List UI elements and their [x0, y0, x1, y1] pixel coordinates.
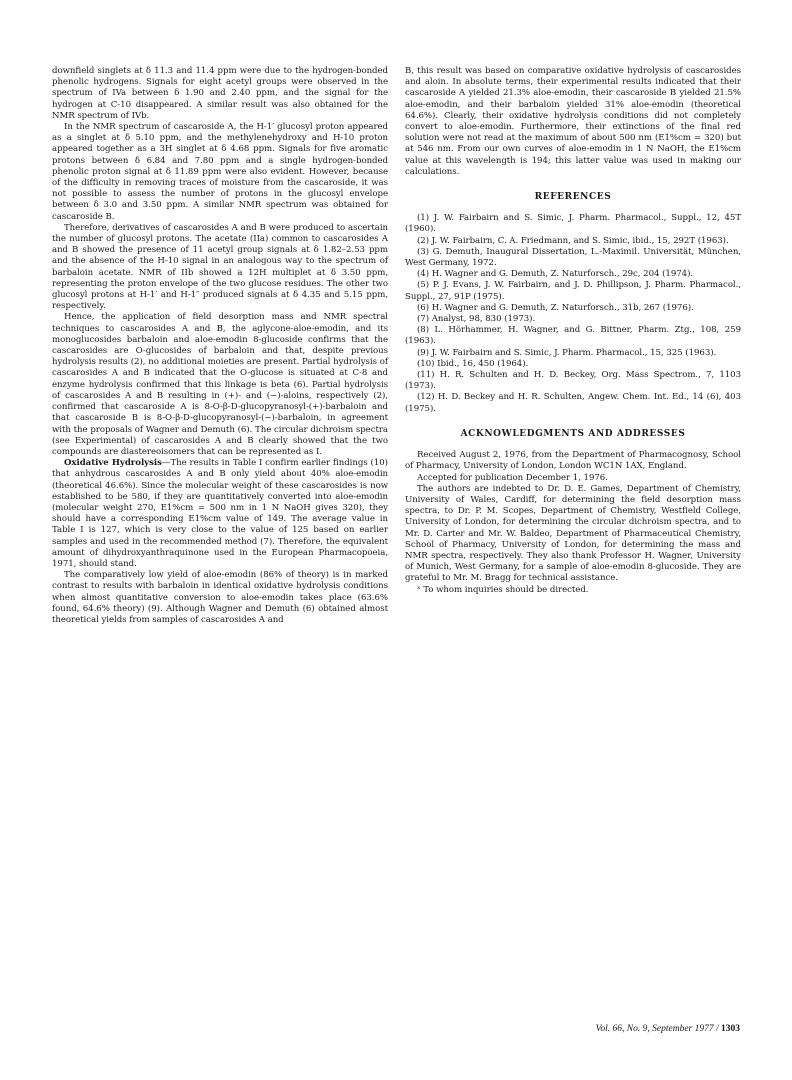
reference-item: (1) J. W. Fairbairn and S. Simic, J. Pharm. Pharmacol., Suppl., 12, 45T (1960). — [405, 213, 741, 235]
left-column — [52, 66, 388, 626]
paragraph-conclusion: Hence, the application of field desorption mass and NMR spectral techniques to cascarosides A and B, the aglycone-aloe-emodin, and its monoglucosides barbaloin and aloe-emodin 8-glucoside confirms that the cascarosides are O-glucosides of barbaloin and that, despite previous hydrolysis results (2), no additional moieties are present. Partial hydrolysis of cascarosides A and B indicated that the O-glucose is situated at C-8 and enzyme hydrolysis confirmed that this linkage is beta (6). Partial hydrolysis of cascarosides A and B resulting in (+)- and (−)-aloins, respectively (2), confirmed that cascaroside A is 8-O-β-D-glucopyranosyl-(+)-barbaloin and that cascaroside B is 8-O-β-D-glucopyranosyl-(−)-barbaloin, in agreement with the proposals of Wagner and Demuth (6). The circular dichroism spectra (see Experimental) of cascarosides A and B clearly showed that the two compounds are diastereoisomers that can be represented as I. — [52, 312, 388, 457]
oxidative-hydrolysis-text: —The results in Table I confirm earlier findings (10) that anhydrous cascarosides A and B only yield about 40% aloe-emodin (theoretical 46.6%). Since the molecular weight of these cascarosides is now established to be 580, if they are quantitatively converted into aloe-emodin (molecular weight 270, E1%cm = 500 nm in 1 N NaOH gives 320), they should have a corresponding E1%cm value of 149. The average value in Table I is 127, which is very close to the value of 125 based on earlier samples and used in the recommended method (7). Therefore, the equivalent amount of dihydroxyanthraquinone used in the European Pharmacopoeia, 1971, should stand. — [52, 458, 388, 569]
accepted-note: Accepted for publication December 1, 1976. — [417, 472, 608, 483]
page-number: 1303 — [721, 1024, 740, 1034]
reference-item: (4) H. Wagner and G. Demuth, Z. Naturforsch., 29c, 204 (1974). — [417, 269, 694, 280]
reference-item: (9) J. W. Fairbairn and S. Simic, J. Pharm. Pharmacol., 15, 325 (1963). — [417, 347, 717, 358]
references-heading: REFERENCES — [534, 192, 612, 203]
received-note: Received August 2, 1976, from the Department of Pharmacognosy, School of Pharmacy, University of London, London WC1N 1AX, England. — [405, 450, 741, 472]
reference-item: (8) L. Hörhammer, H. Wagner, and G. Bittner, Pharm. Ztg., 108, 259 (1963). — [405, 325, 741, 347]
reference-item: (7) Analyst, 98, 830 (1973). — [417, 314, 536, 325]
references-list — [405, 213, 741, 415]
reference-item: (2) J. W. Fairbairn, C. A. Friedmann, and S. Simic, ibid., 15, 292T (1963). — [417, 235, 729, 246]
paragraph-oxidative-hydrolysis — [52, 458, 388, 570]
reference-item: (11) H. R. Schulten and H. D. Beckey, Org. Mass Spectrom., 7, 1103 (1973). — [405, 370, 741, 392]
reference-item: (3) G. Demuth, Inaugural Dissertation, L.-Maximil. Universität, München, West Germany, 1972. — [405, 246, 741, 269]
acknowledgments-heading: ACKNOWLEDGMENTS AND ADDRESSES — [460, 428, 686, 439]
paragraph-continuation: B, this result was based on comparative oxidative hydrolysis of cascarosides and aloin. In absolute terms, their experimental results indicated that their cascaroside A yielded 21.3% aloe-emodin, their cascaroside B yielded 21.5% aloe-emodin, and their barbaloin yielded 31% aloe-emodin (theoretical 64.6%). Clearly, their oxidative hydrolysis conditions did not completely convert to aloe-emodin. Furthermore, their extinctions of the final red solution were not read at the maximum of about 500 nm (E1%cm = 320) but at 546 nm. From our own curves of aloe-emodin in 1 N NaOH, the E1%cm value at this wavelength is 194; this latter value was used in making our calculations. — [405, 66, 741, 177]
paragraph-yield-comparison: The comparatively low yield of aloe-emodin (86% of theory) is in marked contrast to results with barbaloin in identical oxidative hydrolysis conditions when almost quantitative conversion to aloe-emodin takes place (63.6% found, 64.6% theory) (9). Although Wagner and Demuth (6) obtained almost theoretical yields from samples of cascarosides A and — [52, 570, 388, 625]
oxidative-hydrolysis-heading: Oxidative Hydrolysis — [64, 458, 162, 469]
paragraph-nmr-cascaroside-a: In the NMR spectrum of cascaroside A, the H-1′ glucosyl proton appeared as a singlet at δ 5.10 ppm, and the methylenehydroxy and H-10 proton appeared together as a 3H singlet at δ 4.68 ppm. Signals for five aromatic protons between δ 6.84 and 7.80 ppm and a single hydrogen-bonded phenolic proton signal at δ 11.89 ppm were also evident. However, because of the difficulty in removing traces of moisture from the cascaroside, it was not possible to assess the number of protons in the glucosyl envelope between δ 3.0 and 3.50 ppm. A similar NMR spectrum was obtained for cascaroside B. — [52, 122, 388, 222]
reference-item: (6) H. Wagner and G. Demuth, Z. Naturforsch., 31b, 267 (1976). — [417, 302, 694, 313]
thanks-paragraph: The authors are indebted to Dr. D. E. Games, Department of Chemistry, University of Wales, Cardiff, for determining the field desorption mass spectra, to Dr. P. M. Scopes, Department of Chemistry, Westfield College, University of London, for determining the circular dichroism spectra, and to Mr. D. Carter and Mr. W. Baldeo, Department of Pharmaceutical Chemistry, School of Pharmacy, University of London, for determining the mass and NMR spectra, respectively. They also thank Professor H. Wagner, University of Munich, West Germany, for a sample of aloe-emodin 8-glucoside. They are grateful to Mr. M. Bragg for technical assistance. — [405, 483, 741, 584]
acknowledgments-section — [405, 450, 741, 596]
journal-citation: Vol. 66, No. 9, September 1977 / — [595, 1024, 721, 1034]
paragraph-nmr-acetyl: downfield singlets at δ 11.3 and 11.4 ppm were due to the hydrogen-bonded phenolic hydrogens. Signals for eight acetyl groups were observed in the spectrum of IVa between δ 1.90 and 2.40 ppm, and the signal for the hydrogen at C-10 disappeared. A similar result was also obtained for the NMR spectrum of IVb. — [52, 66, 388, 121]
right-column — [405, 66, 741, 596]
paragraph-derivatives: Therefore, derivatives of cascarosides A and B were produced to ascertain the number of glucosyl protons. The acetate (IIa) common to cascarosides A and B showed the presence of 11 acetyl group signals at δ 1.82–2.53 ppm and the absence of the H-10 signal in an analogous way to the spectrum of barbaloin acetate. NMR of IIb showed a 12H multiplet at δ 3.50 ppm, representing the proton envelope of the two glucose residues. The other two glucosyl protons at H-1′ and H-1″ produced signals at δ 4.35 and 5.15 ppm, respectively. — [52, 222, 388, 312]
reference-item: (12) H. D. Beckey and H. R. Schulten, Angew. Chem. Int. Ed., 14 (6), 403 (1975). — [405, 392, 741, 414]
inquiries-footnote: ˣ To whom inquiries should be directed. — [417, 584, 589, 595]
page-footer — [596, 1024, 740, 1034]
reference-item: (5) P. J. Evans, J. W. Fairbairn, and J. D. Phillipson, J. Pharm. Pharmacol., Suppl., 27, 91P (1975). — [405, 280, 741, 302]
reference-item: (10) Ibid., 16, 450 (1964). — [417, 358, 529, 369]
